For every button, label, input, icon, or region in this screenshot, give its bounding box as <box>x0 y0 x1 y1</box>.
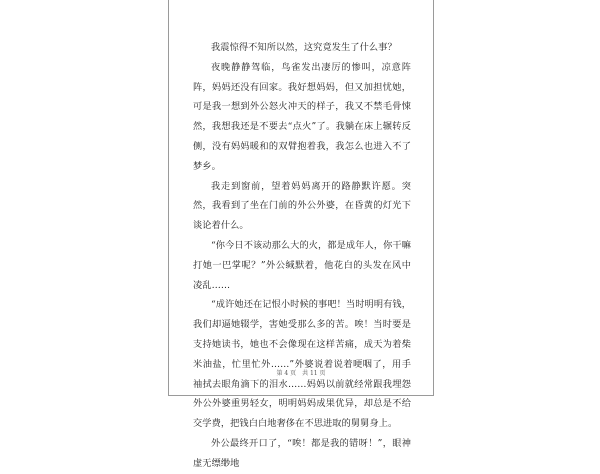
paragraph-4: “你今日不该动那么大的火，都是成年人，你干嘛打她一巴掌呢？”外公缄默着，他花白的头发在风中凌乱…… <box>193 239 411 291</box>
paragraph-5: “成许她还在记恨小时候的事吧！当时明明有钱，我们却逼她辍学，害她受那么多的苦。唉！当时要是支持她读书，她也不会像现在这样苦痛，成天为着柴米油盐，忙里忙外……”外婆说着说着哽咽了，用手袖拭去眼角滴下的泪水……妈妈以前就经常跟我埋怨外公外婆重男轻女，明明妈妈成果优异，却总是不给交学费，把钱白白地奢侈在不思进取的舅舅身上。 <box>193 299 411 430</box>
document-page <box>168 0 434 469</box>
paragraph-2: 夜晚静静驾临，鸟雀发出凄厉的惨叫，凉意阵阵，妈妈还没有回家。我好想妈妈，但又加担忧她，可是我一想到外公怒火冲天的样子，我又不禁毛骨悚然，我想我还是不要去“点火”了。我躺在床上辗转反侧，没有妈妈暖和的双臂抱着我，我怎么也进入不了梦乡。 <box>193 61 411 172</box>
paragraph-1: 我震惊得不知所以然，这究竟发生了什么事？ <box>211 42 397 53</box>
document-body <box>193 38 411 474</box>
paragraph-3: 我走到窗前，望着妈妈离开的路静默许愿。突然，我看到了坐在门前的外公外婆，在昏黄的灯光下谈论着什么。 <box>193 180 411 232</box>
page-number-footer: 第 4 页 共 11 页 <box>276 370 326 377</box>
paragraph-6: 外公最终开口了，“唉！都是我的错呀！”，眼神虚无缥缈地 <box>193 437 411 469</box>
